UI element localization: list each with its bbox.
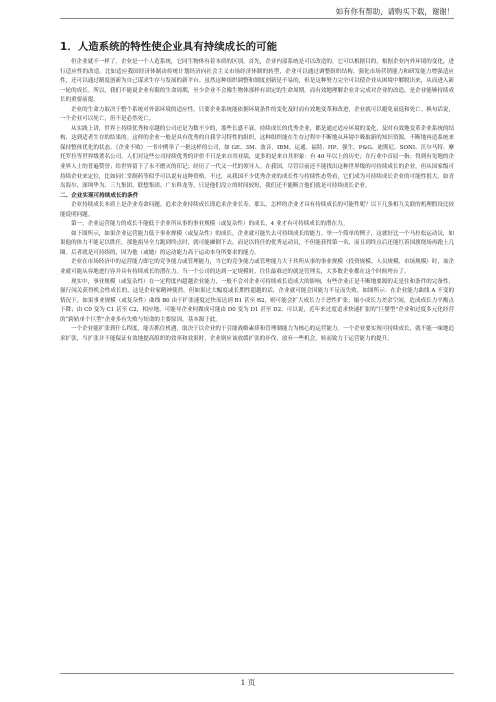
page-header: 如有你有帮助，请购买下载，谢谢！ bbox=[335, 7, 454, 16]
paragraph-7: 企业在市场经济中的运营能力即它的竞争能力或管理能力，当它的竞争能力或管理能力大于其所从事的事业规模（投资规模、人员规模、市场规模）时，该企业就可能从容地进行容并具有持续成长的潜在力。当一个公司的达到一定规模时，往往最难过的就是管理关，大多数企业都在这个时候垮台了。 bbox=[60, 259, 454, 276]
paragraph-1: 但企业就不一样了。企业是一个人造系统，它同生物体有着本质的区别。首先，企业内部系统是可以改造的。它可以根据目的，根据企业内外环境的变化，进行适应性的改造。比如适应我国经济体制由传统计划经济向社会主义市场经济体制的转型，企业可以通过调整组织结构、强化市场营销能力和研发能力增强适应性，还可以通过制度创新为自己谋求生存与发展的新平台。虽然这种组织调整和制度创新是不易的，但是这种努力完全可以使企业从困境中解脱出来，从而进入新一轮的成长。所以，我们不能说企业有限的生命周期，至少企业不会像生物体那样有固定的生命周期。而有效地理解企业并完成对企业的改造，是企业能够持续成长的重要前提。 bbox=[60, 59, 454, 104]
header-rule bbox=[60, 18, 454, 19]
paragraph-9: 一个企业能扩张到什么程度，能否抓住机遇，取决于以企业的于引能战略素质和管理制能力为核心的运营能力。一个企业要实现可持续成长，就不能一味地追求扩张，当扩张并不能保证有效地提高组织的效率和效果时，企业则应该放缓扩张的步伐，放弃一些机会，转而致力于运营能力的提升。 bbox=[60, 326, 454, 342]
paragraph-5: 第一，企业运营能力的成长不能低于企业所从事的事业规模（或复杂性）的成长，4 业才有可持续成长的潜在力。 bbox=[71, 221, 349, 228]
paragraph-2: 企业的生命力取决于整个系统对外部环境的适应性，只要企业系统能依据环境条件的变化及时而有效地变革和改进，企业就可以避免衰退和死亡。换句话说，一个企业可以死亡，但不是必然死亡。 bbox=[60, 106, 454, 123]
section-heading: 二、企业实现可持续成长的条件 bbox=[60, 192, 139, 199]
page-number: 1 页 bbox=[240, 678, 256, 687]
paragraph-6: 如下图所示，如果企业运营能力低于事业规模（或复杂性）的成长，企业就可能失去可持续成长的能力。举一个简单的例子，这就好比一个马拉松运动员，如果他的体力不能足以胜任，那他捐导全力跑到终点时，就可能瘫倒下去，而是以将任的优秀运动员，不但能获得第一名，而且到终点后还能红着国旗绕场再跑上几圈。后者就是可持续的，因为他（或她）的运动能力高于运动本身所要求的能力。 bbox=[60, 230, 454, 256]
paragraph-3: 从实践上讲，世界上持续优秀和卓越的公司还是为数不少的，那些长盛不衰、持续成长的优秀企业，都是通过适应环境的变化，及时有效地变革企业系统的结构，达到适者生存的结果的。这样的企业一般是具有优秀的自我学习特性的组织，这种组织能在生存过程中不断地从环境中吸取新的知识资源，不断地再造系统来保持整体优化的状态。《企业不败》一书中例举了一批这样的公司，如 GE、3M、波音、IBM、运通、福特、HP、强生、P&G、迪斯尼、SONI、沃尔马特、摩托罗拉等世界级著名公司。人们对这些公司持续优秀的评价不只是来自其业绩，更多的是来自其形象：有 40 年以上的历史；在行业中首屈一指；得到有见地的企业界人士的普遍赞誉；给世界留下了永不磨灭的印记；经历了一代又一代的领导人。在我国，尽管目前还不能找出这种世界级的可持续成长的企业，但从国家级可持续企业来定位，比如同仁堂制药等似乎可以说有这种资格。不过，从我国不少优秀企业的成长性与持续性态势看，它们成为可持续成长企业的可能性很大，如青岛海尔、深圳华为、三九集团、联想集团、广东科龙等，只是他们没立的时间较短，我们还不能断言他们就是可持续成长企业。 bbox=[60, 125, 454, 190]
document-title: 1．人造系统的特性使企业具有持续成长的可能 bbox=[60, 41, 278, 53]
document-body bbox=[60, 58, 454, 344]
paragraph-8: 现实中，事业规模（或复杂性）在一定程度内超越企业能力，一般不会对企业可持续成长造成大的影响，有些企业正是不断地要源的走是往和条件的完备性，强行闯关获得机会性成长的，这是企业家精神使然。但如果过大幅度或长期性超越的话，企业就可能会因能力不足而失败。如图所示：在企业能力曲线 A 不变的情况下，如果事业规模（或复杂性）曲线 B0 由于扩张速度过快而达到 B1 甚至 B2，则可能会扩大成长力于恶性扩张；缩小成长力差余空间，造成成长力平衡点下降；由 C0 变为 C1 甚至 C2，相应地，可能导企业何做成可能由 D0 变为 D1 甚至 D2。可以说，近年来过度追求快速扩张的“巨婴型”企业和过度多元化经营的“跨轨单个巨型”企业多有失败与短命的主要原因，基本源于此。 bbox=[60, 278, 454, 323]
paragraph-4: 企业持续成长本质上是企业寿命问题。追求企业持续成长即追求企业长寿。那么，怎样的企业才具有持续成长的可能性呢？以下几条相互关联的机理假设比较能说明问题。 bbox=[60, 202, 454, 218]
footer-rule bbox=[60, 673, 454, 674]
